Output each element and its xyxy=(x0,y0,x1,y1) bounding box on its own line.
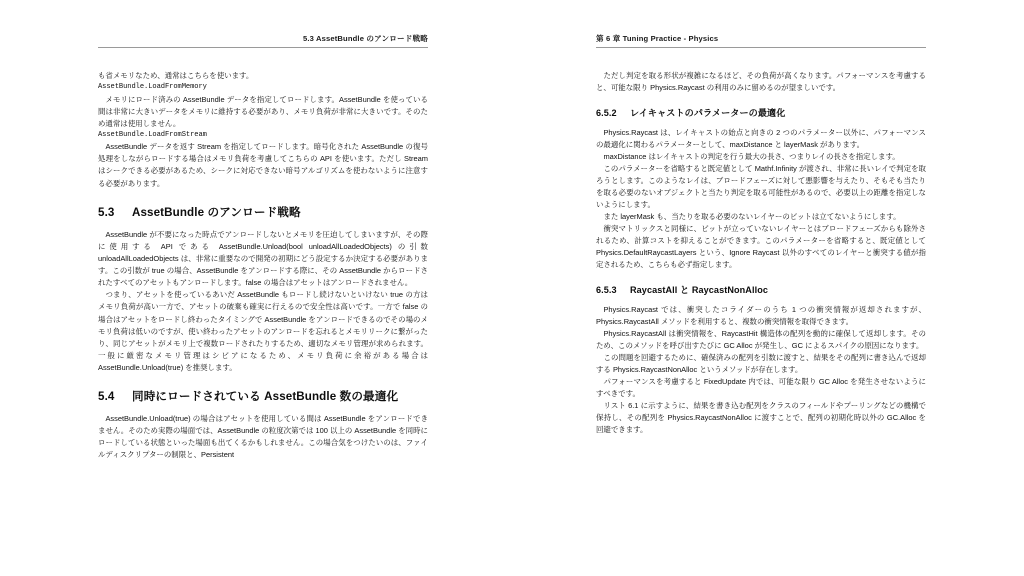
paragraph: この問題を回避するために、確保済みの配列を引数に渡すと、結果をその配列に書き込んで返却する Physics.RaycastNonAlloc というメソッドが存在します。 xyxy=(596,352,926,375)
definition-body: AssetBundle データを返す Stream を指定してロードします。暗号化された AssetBundle の復号処理をしながらロードする場合はメモリ負荷を考慮してこちらの API を使います。ただし Stream はシークできる必要があるため、シークに対応できない暗号アルゴリズムを使わないように注意する必要があります。 xyxy=(98,142,428,188)
paragraph: maxDistance はレイキャストの判定を行う最大の長さ、つまりレイの長さを指定します。 xyxy=(603,151,900,161)
right-running-head: 第 6 章 Tuning Practice - Physics xyxy=(596,34,719,43)
paragraph: つまり、アセットを使っているあいだ AssetBundle もロードし続けないといけない true の方はメモリ負荷が高い一方で、アセットの破棄も確実に行えるので安全性は高いです。一方で false の場合はアセットをロードし終わったタイミングで AssetBundle をアンロードできるのでその場のメモリ負荷は低いのですが、使い終わったアセットのアンロードを忘れるとメモリリークに繋がったり、同じアセットがメモリ上で複数ロードされたりするため、適切なメモリ管理が求められます。一般に厳密なメモリ管理はシビアになるため、メモリ負荷に余裕がある場合は AssetBundle.Unload(true) を推奨します。 xyxy=(98,290,428,372)
paragraph: も省メモリなため、通常はこちらを使います。 xyxy=(98,71,254,81)
subsection-title: レイキャストのパラメーターの最適化 xyxy=(630,108,786,119)
section-number: 5.3 xyxy=(98,205,115,219)
section-heading-5-4 xyxy=(98,390,428,404)
paragraph: Physics.Raycast では、衝突したコライダーのうち 1 つの衝突情報が返却されますが、Physics.RaycastAll メソッドを利用すると、複数の衝突情報を取得できます。 xyxy=(596,304,926,326)
left-page-content-area xyxy=(98,34,428,548)
subsection-number: 6.5.2 xyxy=(596,108,617,119)
paragraph: リスト 6.1 に示すように、結果を書き込む配列をクラスのフィールドやプーリングなどの機構で保持し、その配列を Physics.RaycastNonAlloc に渡すことで、配列の初期化時以外の GC.Alloc を回避できます。 xyxy=(596,401,926,435)
section-heading-5-3 xyxy=(98,206,428,220)
right-body-column xyxy=(596,70,926,436)
definition-term: AssetBundle.LoadFromStream xyxy=(98,130,207,139)
section-title: 同時にロードされている AssetBundle 数の最適化 xyxy=(132,389,399,403)
paragraph: Physics.RaycastAll は衝突情報を、RaycastHit 構造体の配列を動的に確保して返却します。そのため、このメソッドを呼び出すたびに GC Alloc が発生し、GC によるスパイクの原因になります。 xyxy=(596,328,926,350)
paragraph: AssetBundle が不要になった時点でアンロードしないとメモリを圧迫してしまいますが、その際に使用する API である AssetBundle.Unload(bool unloadAllLoadedObjects) の引数 unloadAllLoadedObjects は、非常に重要なので開発の初期にどう設定するか決定する必要があります。この引数が true の場合、AssetBundle をアンロードする際に、その AssetBundle からロードされたすべてのアセットもアンロードします。false の場合はアセットはアンロードされません。 xyxy=(98,230,428,288)
paragraph: また layerMask も、当たりを取る必要のないレイヤーのビットは立てないようにします。 xyxy=(603,212,901,222)
paragraph: パフォーマンスを考慮すると FixedUpdate 内では、可能な限り GC Alloc を発生させないようにすべきです。 xyxy=(596,377,926,399)
paragraph: AssetBundle.Unload(true) の場合はアセットを使用している間は AssetBundle をアンロードできません。そのため実際の場面では、AssetBundle の粒度次第では 100 以上の AssetBundle を同時にロードしている状態といった場面も出てくるかもしれません。この場合気をつけたいのは、ファイルディスクリプターの制限と、Persistent xyxy=(98,414,428,460)
subsection-title: RaycastAll と RaycastNonAlloc xyxy=(630,285,768,296)
left-running-head: 5.3 AssetBundle のアンロード戦略 xyxy=(302,34,428,43)
paragraph: 衝突マトリックスと同様に、ビットが立っていないレイヤーとはブロードフェーズからも除外されるため、計算コストを抑えることができます。このパラメーターを省略すると、既定値として Physics.DefaultRaycastLayers という、Ignore Raycast 以外のすべてのレイヤーと衝突する値が指定されるため、こちらも必ず指定します。 xyxy=(596,224,926,270)
subsection-heading-6-5-2 xyxy=(596,108,926,119)
right-running-head-rule xyxy=(596,47,926,48)
left-body-column xyxy=(98,70,428,461)
definition-term: AssetBundle.LoadFromMemory xyxy=(98,83,207,92)
left-running-head-rule xyxy=(98,47,428,48)
section-number: 5.4 xyxy=(98,389,115,403)
definition-body: メモリにロード済みの AssetBundle データを指定してロードします。AssetBundle を使っている間は非常に大きいデータをメモリに維持する必要があり、メモリ負荷が非常に大きいです。そのため通常は使用しません。 xyxy=(98,94,428,128)
paragraph: ただし判定を取る形状が複雑になるほど、その負荷が高くなります。パフォーマンスを考慮すると、可能な限り Physics.Raycast の利用のみに留めるのが望ましいです。 xyxy=(596,71,926,93)
paragraph: このパラメーターを省略すると既定値として Mathf.Infinity が渡され、非常に長いレイで判定を取ろうとします。このようなレイは、ブロードフェーズに対して悪影響を与えたり、そもそも当たりを取る必要のないオブジェクトと当たり判定を取る可能性があるので、必要以上の距離を指定しないようにします。 xyxy=(596,163,926,209)
right-page xyxy=(512,0,1024,576)
subsection-heading-6-5-3 xyxy=(596,285,926,296)
paragraph: Physics.Raycast は、レイキャストの始点と向きの 2 つのパラメーター以外に、パフォーマンスの最適化に関わるパラメーターとして、maxDistance と layerMask があります。 xyxy=(596,127,926,149)
right-page-content-area xyxy=(596,34,926,548)
subsection-number: 6.5.3 xyxy=(596,285,617,296)
section-title: AssetBundle のアンロード戦略 xyxy=(132,205,301,219)
